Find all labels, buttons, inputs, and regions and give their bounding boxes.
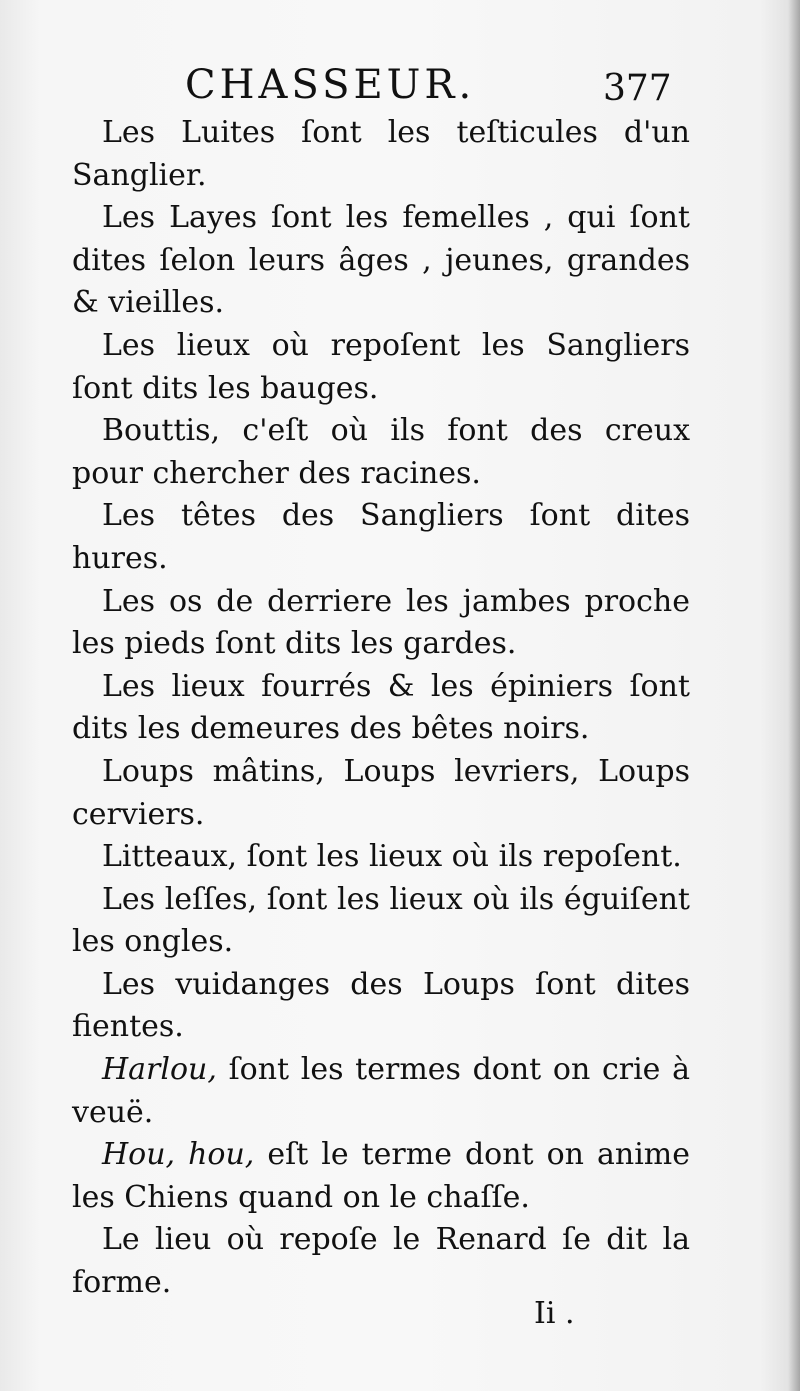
paragraph-text: Les os de derriere les jambes proche les pieds ſont dits les gardes. [72, 583, 690, 662]
paragraph-text: Les Luites ſont les teſticules d'un Sanglier. [72, 115, 690, 193]
paragraph-text: Bouttis, c'eſt où ils font des creux pour chercher des racines. [72, 413, 690, 491]
paragraph [72, 836, 690, 879]
body-text [72, 112, 690, 1305]
paragraph-text: Le lieu où repoſe le Renard ſe dit la forme. [72, 1222, 690, 1301]
paragraph-text: eſt le terme dont on anime les Chiens quand on le chaſſe. [72, 1137, 690, 1215]
paragraph-text: Les vuidanges des Loups ſont dites fientes. [72, 966, 690, 1045]
hunting-call-term: Hou, hou, [102, 1137, 255, 1173]
paragraph [72, 581, 690, 666]
paragraph [72, 964, 690, 1049]
paragraph-text: Les leſſes, ſont les lieux où ils éguiſent les ongles. [72, 881, 690, 960]
paragraph [72, 495, 690, 580]
paragraph-text: ſont les termes dont on crie à veuë. [72, 1052, 690, 1130]
paragraph [72, 666, 690, 751]
paragraph [72, 1134, 690, 1219]
paragraph [72, 197, 690, 325]
paragraph [72, 325, 690, 410]
paragraph [72, 751, 690, 836]
paragraph-text: Les têtes des Sangliers ſont dites hures. [72, 498, 690, 576]
paragraph [72, 1219, 690, 1304]
paragraph [72, 112, 690, 197]
page-edge-shadow [788, 0, 800, 1391]
paragraph-text: Les lieux fourrés & les épiniers ſont dits les demeures des bêtes noirs. [72, 668, 690, 747]
signature-mark: Ii . [534, 1296, 575, 1331]
paragraph-text: Les lieux où repoſent les Sangliers ſont dits les bauges. [72, 327, 690, 406]
paragraph-text: Litteaux, ſont les lieux où ils repoſent. [102, 839, 682, 875]
paragraph-text: Loups mâtins, Loups levriers, Loups cerviers. [72, 753, 690, 832]
hunting-call-term: Harlou, [102, 1052, 217, 1088]
paragraph [72, 1049, 690, 1134]
paragraph [72, 410, 690, 495]
paragraph-text: Les Layes ſont les femelles , qui ſont dites ſelon leurs âges , jeunes, grandes & vieilles. [72, 200, 690, 321]
page-number: 377 [603, 68, 672, 109]
paragraph [72, 879, 690, 964]
running-head: CHASSEUR. [185, 62, 476, 108]
